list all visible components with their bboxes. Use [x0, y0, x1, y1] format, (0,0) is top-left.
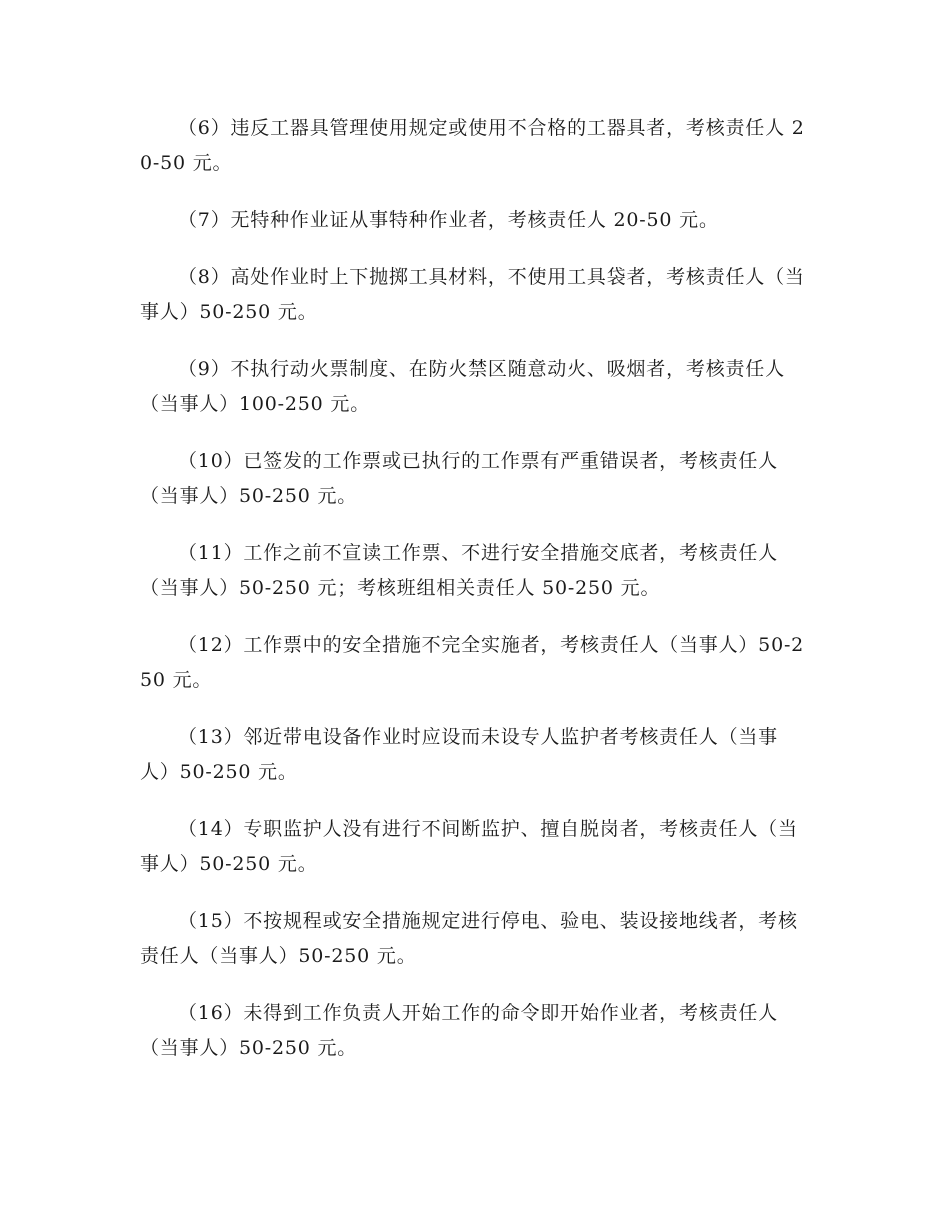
paragraph-item-12: （12）工作票中的安全措施不完全实施者，考核责任人（当事人）50-250 元。	[140, 634, 805, 691]
paragraph-item-6: （6）违反工器具管理使用规定或使用不合格的工器具者，考核责任人 20-50 元。	[140, 117, 805, 174]
paragraph-item-8: （8）高处作业时上下抛掷工具材料，不使用工具袋者，考核责任人（当事人）50-250 元。	[140, 266, 805, 323]
paragraph-item-10: （10）已签发的工作票或已执行的工作票有严重错误者，考核责任人（当事人）50-250 元。	[140, 450, 778, 507]
paragraph-item-14: （14）专职监护人没有进行不间断监护、擅自脱岗者，考核责任人（当事人）50-250 元。	[140, 818, 798, 875]
paragraph-item-15: （15）不按规程或安全措施规定进行停电、验电、装设接地线者，考核责任人（当事人）50-250 元。	[140, 910, 798, 967]
document-body	[140, 111, 805, 1088]
paragraph-item-13: （13）邻近带电设备作业时应设而未设专人监护者考核责任人（当事人）50-250 元。	[140, 726, 778, 783]
paragraph-item-11: （11）工作之前不宣读工作票、不进行安全措施交底者，考核责任人（当事人）50-250 元；考核班组相关责任人 50-250 元。	[140, 542, 778, 599]
paragraph-item-7: （7）无特种作业证从事特种作业者，考核责任人 20-50 元。	[178, 209, 719, 231]
paragraph-item-9: （9）不执行动火票制度、在防火禁区随意动火、吸烟者，考核责任人（当事人）100-250 元。	[140, 358, 785, 415]
paragraph-item-16: （16）未得到工作负责人开始工作的命令即开始作业者，考核责任人（当事人）50-250 元。	[140, 1002, 778, 1059]
